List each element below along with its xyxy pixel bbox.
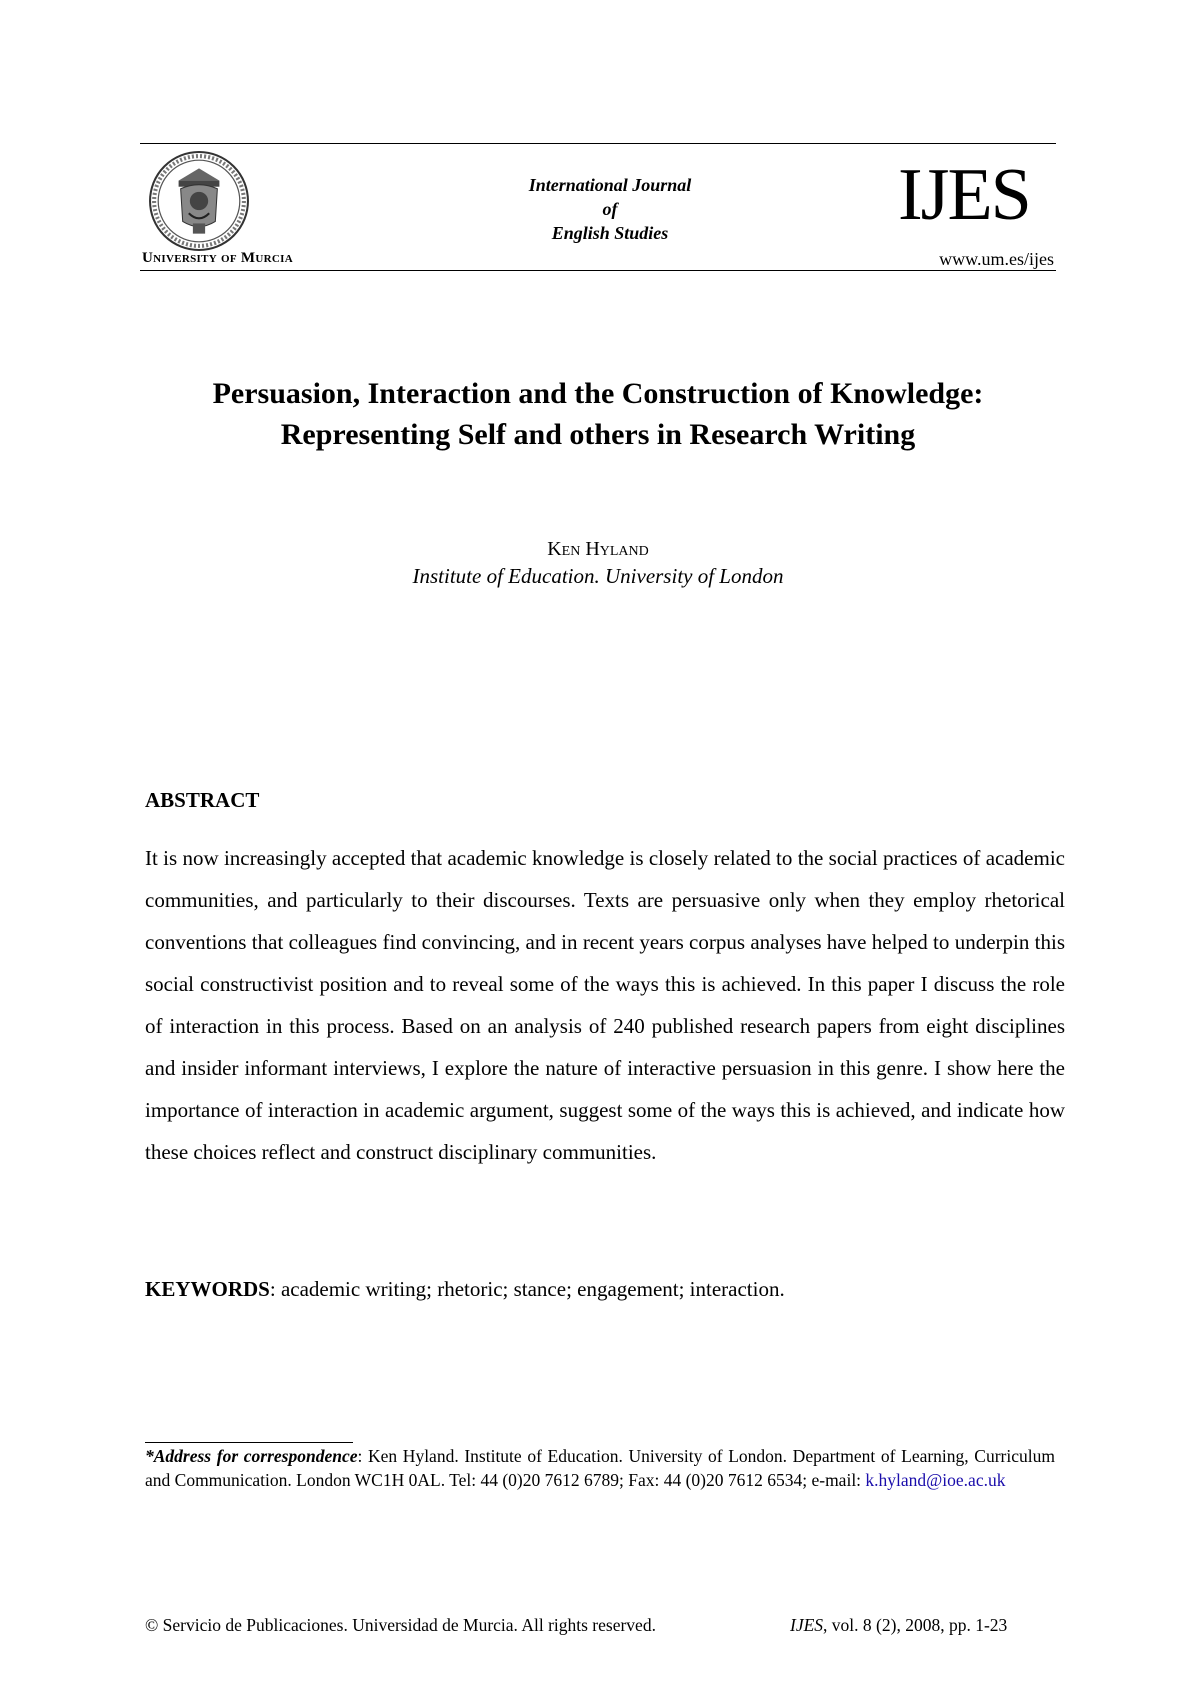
university-name: University of Murcia xyxy=(142,250,293,266)
title-line-2: Representing Self and others in Research Writing xyxy=(280,418,916,451)
header-top-rule xyxy=(140,143,1056,144)
keywords-text: : academic writing; rhetoric; stance; engagement; interaction. xyxy=(269,1277,785,1301)
journal-url[interactable]: www.um.es/ijes xyxy=(939,249,1054,269)
university-seal-icon xyxy=(148,150,250,252)
footer-citation xyxy=(790,1615,1007,1636)
title-line-1: Persuasion, Interaction and the Construction of Knowledge: xyxy=(212,377,984,410)
footnote-label: *Address for correspondence xyxy=(145,1446,358,1466)
journal-line-3: English Studies xyxy=(551,223,669,243)
article-title xyxy=(140,373,1056,455)
author-name: Ken Hyland xyxy=(547,538,649,560)
keywords xyxy=(145,1277,1065,1302)
footnote-rule xyxy=(145,1442,353,1443)
abstract-heading: ABSTRACT xyxy=(145,788,260,812)
footnote-text: : Ken Hyland. Institute of Education. University of London. Department of Learning, Curriculum and Communication. London WC1H 0AL. Tel: 44 (0)20 7612 6789; Fax: 44 (0)20 7612 6534; e-mail: xyxy=(145,1446,1055,1490)
header-bottom-rule xyxy=(140,270,1056,271)
abstract-text: It is now increasingly accepted that academic knowledge is closely related to the social practices of academic communities, and particularly to their discourses. Texts are persuasive only when they employ rhetorical conventions that colleagues find convincing, and in recent years corpus analyses have helped to underpin this social constructivist position and to reveal some of the ways this is achieved. In this paper I discuss the role of interaction in this process. Based on an analysis of 240 published research papers from eight disciplines and insider informant interviews, I explore the nature of interactive persuasion in this genre. I show here the importance of interaction in academic argument, suggest some of the ways this is achieved, and indicate how these choices reflect and construct disciplinary communities. xyxy=(145,846,1065,1164)
footer-citation-text: , vol. 8 (2), 2008, pp. 1-23 xyxy=(823,1615,1008,1635)
footnote xyxy=(145,1444,1055,1492)
journal-line-1: International Journal xyxy=(528,175,692,195)
footnote-email-link[interactable]: k.hyland@ioe.ac.uk xyxy=(865,1470,1006,1490)
keywords-label: KEYWORDS xyxy=(145,1277,270,1301)
journal-line-2: of xyxy=(602,199,618,219)
author-affiliation: Institute of Education. University of London xyxy=(412,564,784,588)
journal-name xyxy=(440,173,780,245)
footer-journal-abbrev: IJES xyxy=(790,1615,824,1635)
footer-copyright: © Servicio de Publicaciones. Universidad de Murcia. All rights reserved. xyxy=(145,1615,656,1635)
journal-logo: IJES xyxy=(898,154,1030,236)
